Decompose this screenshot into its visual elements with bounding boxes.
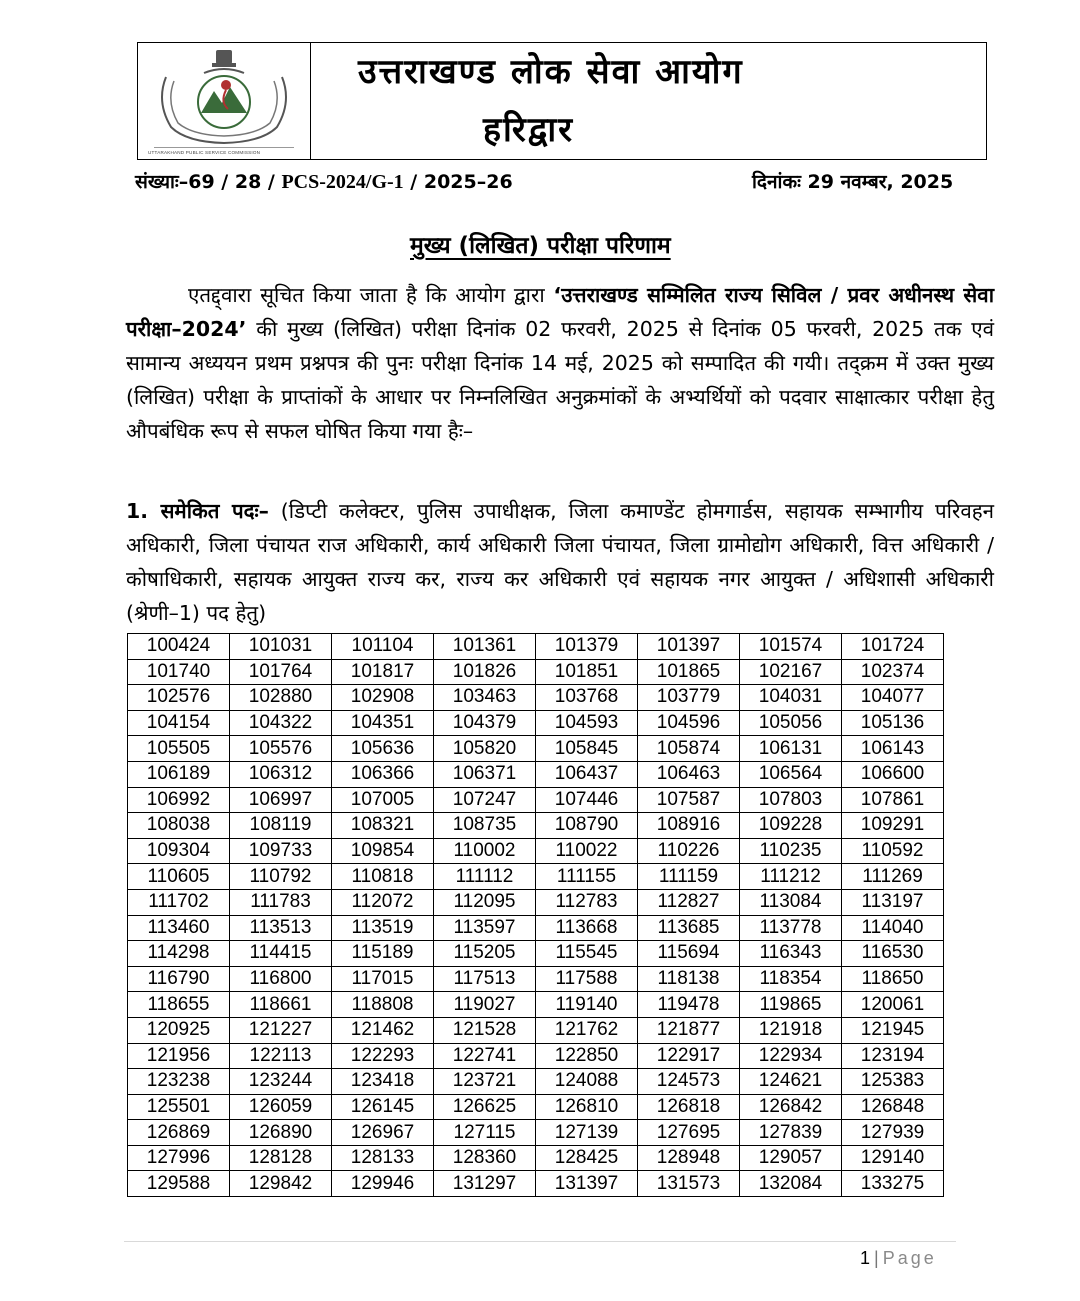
- roll-number-cell: 121918: [740, 1017, 842, 1043]
- roll-number-cell: 107587: [638, 787, 740, 813]
- roll-number-cell: 104322: [230, 710, 332, 736]
- roll-number-cell: 101764: [230, 659, 332, 685]
- roll-number-cell: 109854: [332, 838, 434, 864]
- roll-number-cell: 126145: [332, 1094, 434, 1120]
- roll-number-cell: 121956: [128, 1043, 230, 1069]
- page-label: Page: [882, 1248, 937, 1268]
- table-row: [128, 966, 944, 992]
- roll-number-cell: 114415: [230, 941, 332, 967]
- notice-paragraph: [126, 278, 994, 448]
- roll-number-cell: 101851: [536, 659, 638, 685]
- roll-number-cell: 106366: [332, 761, 434, 787]
- roll-number-cell: 117513: [434, 966, 536, 992]
- roll-number-cell: 101361: [434, 634, 536, 660]
- roll-number-cell: 101826: [434, 659, 536, 685]
- roll-number-cell: 121877: [638, 1017, 740, 1043]
- roll-number-cell: 107446: [536, 787, 638, 813]
- roll-number-cell: 124621: [740, 1069, 842, 1095]
- roll-number-cell: 131297: [434, 1171, 536, 1197]
- exam-name: ‘उत्तराखण्ड सम्मिलित राज्य सिविल / प्रवर अधीनस्थ सेवा परीक्षा–2024’: [126, 283, 994, 341]
- roll-number-cell: 126810: [536, 1094, 638, 1120]
- roll-number-cell: 129588: [128, 1171, 230, 1197]
- roll-number-cell: 122917: [638, 1043, 740, 1069]
- roll-number-cell: 129140: [842, 1145, 944, 1171]
- logo-cell: [138, 43, 311, 159]
- roll-number-cell: 105845: [536, 736, 638, 762]
- roll-number-cell: 113197: [842, 889, 944, 915]
- roll-number-cell: 114040: [842, 915, 944, 941]
- roll-number-cell: 104596: [638, 710, 740, 736]
- footer-divider: [124, 1241, 956, 1242]
- table-row: [128, 685, 944, 711]
- roll-number-cell: 106131: [740, 736, 842, 762]
- roll-number-cell: 101574: [740, 634, 842, 660]
- roll-number-cell: 127939: [842, 1120, 944, 1146]
- roll-number-cell: 114298: [128, 941, 230, 967]
- roll-number-cell: 104379: [434, 710, 536, 736]
- roll-number-cell: 102167: [740, 659, 842, 685]
- roll-number-cell: 104031: [740, 685, 842, 711]
- roll-number-cell: 102374: [842, 659, 944, 685]
- roll-number-cell: 105136: [842, 710, 944, 736]
- roll-number-cell: 106143: [842, 736, 944, 762]
- roll-number-cell: 101104: [332, 634, 434, 660]
- table-row: [128, 659, 944, 685]
- table-row: [128, 1145, 944, 1171]
- table-row: [128, 634, 944, 660]
- footer-separator: |: [874, 1248, 879, 1268]
- roll-number-cell: 102880: [230, 685, 332, 711]
- logo-caption: UTTARAKHAND PUBLIC SERVICE COMMISSION: [148, 150, 261, 155]
- roll-number-cell: 105056: [740, 710, 842, 736]
- roll-number-cell: 106463: [638, 761, 740, 787]
- roll-number-cell: 116800: [230, 966, 332, 992]
- roll-number-cell: 101724: [842, 634, 944, 660]
- roll-number-cell: 129057: [740, 1145, 842, 1171]
- roll-number-cell: 111159: [638, 864, 740, 890]
- roll-number-cell: 127996: [128, 1145, 230, 1171]
- roll-number-cell: 112095: [434, 889, 536, 915]
- roll-number-cell: 113519: [332, 915, 434, 941]
- roll-number-cell: 107005: [332, 787, 434, 813]
- roll-number-cell: 118655: [128, 992, 230, 1018]
- table-row: [128, 838, 944, 864]
- roll-number-cell: 110022: [536, 838, 638, 864]
- roll-number-cell: 126848: [842, 1094, 944, 1120]
- roll-number-cell: 113778: [740, 915, 842, 941]
- roll-number-cell: 106997: [230, 787, 332, 813]
- roll-number-cell: 104593: [536, 710, 638, 736]
- roll-number-cell: 117588: [536, 966, 638, 992]
- roll-number-cell: 113460: [128, 915, 230, 941]
- roll-number-cell: 119478: [638, 992, 740, 1018]
- issue-date: [752, 168, 953, 194]
- roll-number-cell: 124088: [536, 1069, 638, 1095]
- paragraph-body: की मुख्य (लिखित) परीक्षा दिनांक 02 फरवरी, 2025 से दिनांक 05 फरवरी, 2025 तक एवं सामान्य अध्ययन प्रथम प्रश्नपत्र की पुनः परीक्षा दिनांक 14 मई, 2025 को सम्पादित की गयी। तद्क्रम में उक्त मुख्य (लिखित) परीक्षा के प्राप्तांकों के आधार पर निम्नलिखित अनुक्रमांकों के अभ्यर्थियों को पदवार साक्षात्कार परीक्षा हेतु औपबंधिक रूप से सफल घोषित किया गया हैः–: [126, 317, 994, 443]
- roll-number-cell: 119865: [740, 992, 842, 1018]
- reference-code: PCS-2024/G-1: [281, 171, 404, 193]
- roll-number-cell: 106371: [434, 761, 536, 787]
- roll-number-cell: 108790: [536, 813, 638, 839]
- reference-number: [135, 168, 513, 194]
- commission-emblem-icon: [146, 47, 302, 157]
- roll-number-cell: 104351: [332, 710, 434, 736]
- table-row: [128, 1017, 944, 1043]
- roll-number-cell: 105505: [128, 736, 230, 762]
- roll-number-cell: 106437: [536, 761, 638, 787]
- roll-number-cell: 122741: [434, 1043, 536, 1069]
- roll-number-cell: 118354: [740, 966, 842, 992]
- roll-number-cell: 108038: [128, 813, 230, 839]
- date-value: 29 नवम्बर, 2025: [807, 171, 954, 193]
- table-row: [128, 1094, 944, 1120]
- page-number: 1: [860, 1248, 871, 1268]
- roll-number-cell: 100424: [128, 634, 230, 660]
- roll-number-cell: 106189: [128, 761, 230, 787]
- roll-number-cell: 104077: [842, 685, 944, 711]
- roll-number-cell: 113084: [740, 889, 842, 915]
- roll-number-cell: 115545: [536, 941, 638, 967]
- roll-number-cell: 109733: [230, 838, 332, 864]
- table-row: [128, 992, 944, 1018]
- roll-number-cell: 119140: [536, 992, 638, 1018]
- roll-number-cell: 113685: [638, 915, 740, 941]
- roll-number-cell: 108916: [638, 813, 740, 839]
- section-1-title: 1. समेकित पदः–: [126, 499, 269, 523]
- table-row: [128, 813, 944, 839]
- roll-number-cell: 101397: [638, 634, 740, 660]
- roll-number-cell: 106564: [740, 761, 842, 787]
- paragraph-intro: एतद्द्वारा सूचित किया जाता है कि आयोग द्वारा: [188, 283, 554, 307]
- roll-number-cell: 126059: [230, 1094, 332, 1120]
- page-footer: [860, 1248, 937, 1269]
- roll-number-cell: 128133: [332, 1145, 434, 1171]
- table-row: [128, 1120, 944, 1146]
- roll-number-cell: 122113: [230, 1043, 332, 1069]
- roll-number-cell: 125383: [842, 1069, 944, 1095]
- roll-number-cell: 121945: [842, 1017, 944, 1043]
- roll-number-cell: 106992: [128, 787, 230, 813]
- roll-number-cell: 123418: [332, 1069, 434, 1095]
- roll-number-cell: 124573: [638, 1069, 740, 1095]
- roll-number-cell: 111155: [536, 864, 638, 890]
- roll-number-cell: 112827: [638, 889, 740, 915]
- roll-number-cell: 101379: [536, 634, 638, 660]
- roll-number-cell: 102576: [128, 685, 230, 711]
- roll-number-cell: 105576: [230, 736, 332, 762]
- roll-number-cell: 119027: [434, 992, 536, 1018]
- roll-number-cell: 107247: [434, 787, 536, 813]
- reference-suffix: / 2025–26: [403, 171, 513, 193]
- roll-number-cell: 118661: [230, 992, 332, 1018]
- roll-number-cell: 107861: [842, 787, 944, 813]
- roll-number-cell: 126967: [332, 1120, 434, 1146]
- roll-number-cell: 109291: [842, 813, 944, 839]
- roll-number-cell: 120925: [128, 1017, 230, 1043]
- roll-number-cell: 128948: [638, 1145, 740, 1171]
- roll-number-cell: 125501: [128, 1094, 230, 1120]
- roll-number-cell: 118650: [842, 966, 944, 992]
- roll-number-cell: 103768: [536, 685, 638, 711]
- roll-number-cell: 121762: [536, 1017, 638, 1043]
- roll-number-cell: 110235: [740, 838, 842, 864]
- roll-number-cell: 131397: [536, 1171, 638, 1197]
- roll-number-cell: 111112: [434, 864, 536, 890]
- roll-number-cell: 101031: [230, 634, 332, 660]
- roll-number-cell: 126625: [434, 1094, 536, 1120]
- roll-number-cell: 132084: [740, 1171, 842, 1197]
- table-row: [128, 787, 944, 813]
- document-heading: मुख्य (लिखित) परीक्षा परिणाम: [410, 233, 671, 259]
- roll-number-cell: 111269: [842, 864, 944, 890]
- roll-number-cell: 113668: [536, 915, 638, 941]
- roll-number-cell: 103779: [638, 685, 740, 711]
- roll-number-cell: 105820: [434, 736, 536, 762]
- roll-number-cell: 129842: [230, 1171, 332, 1197]
- roll-number-cell: 128128: [230, 1145, 332, 1171]
- section-1-paragraph: [126, 494, 994, 630]
- roll-number-cell: 127115: [434, 1120, 536, 1146]
- roll-number-cell: 101817: [332, 659, 434, 685]
- roll-number-cell: 111783: [230, 889, 332, 915]
- table-row: [128, 864, 944, 890]
- roll-number-cell: 105874: [638, 736, 740, 762]
- roll-number-cell: 126869: [128, 1120, 230, 1146]
- roll-number-cell: 118138: [638, 966, 740, 992]
- organization-name: उत्तराखण्ड लोक सेवा आयोग: [358, 52, 744, 92]
- roll-number-cell: 122850: [536, 1043, 638, 1069]
- roll-number-cell: 113513: [230, 915, 332, 941]
- roll-number-cell: 110226: [638, 838, 740, 864]
- roll-number-cell: 126818: [638, 1094, 740, 1120]
- roll-number-cell: 128360: [434, 1145, 536, 1171]
- roll-number-cell: 118808: [332, 992, 434, 1018]
- roll-number-cell: 115694: [638, 941, 740, 967]
- date-label: दिनांकः: [752, 171, 801, 193]
- table-row: [128, 736, 944, 762]
- roll-number-cell: 121462: [332, 1017, 434, 1043]
- roll-number-cell: 128425: [536, 1145, 638, 1171]
- roll-number-cell: 117015: [332, 966, 434, 992]
- organization-city: हरिद्वार: [483, 110, 575, 150]
- roll-number-cell: 104154: [128, 710, 230, 736]
- table-row: [128, 1171, 944, 1197]
- roll-number-cell: 122293: [332, 1043, 434, 1069]
- roll-number-cell: 106312: [230, 761, 332, 787]
- roll-number-cell: 112072: [332, 889, 434, 915]
- roll-number-cell: 111702: [128, 889, 230, 915]
- roll-number-cell: 116790: [128, 966, 230, 992]
- roll-number-cell: 107803: [740, 787, 842, 813]
- roll-number-cell: 122934: [740, 1043, 842, 1069]
- roll-number-cell: 113597: [434, 915, 536, 941]
- roll-number-cell: 123721: [434, 1069, 536, 1095]
- roll-number-cell: 110605: [128, 864, 230, 890]
- table-row: [128, 710, 944, 736]
- roll-number-cell: 110002: [434, 838, 536, 864]
- roll-number-cell: 110818: [332, 864, 434, 890]
- table-row: [128, 1069, 944, 1095]
- roll-number-cell: 131573: [638, 1171, 740, 1197]
- roll-number-cell: 110792: [230, 864, 332, 890]
- roll-number-cell: 115205: [434, 941, 536, 967]
- roll-number-cell: 116343: [740, 941, 842, 967]
- section-1-posts: (डिप्टी कलेक्टर, पुलिस उपाधीक्षक, जिला कमाण्डेंट होमगार्डस, सहायक सम्भागीय परिवहन अधिकारी, जिला पंचायत राज अधिकारी, कार्य अधिकारी जिला पंचायत, जिला ग्रामोद्योग अधिकारी, वित्त अधिकारी / कोषाधिकारी, सहायक आयुक्त राज्य कर, राज्य कर अधिकारी एवं सहायक नगर आयुक्त / अधिशासी अधिकारी (श्रेणी–1) पद हेतु): [126, 499, 994, 625]
- roll-number-cell: 112783: [536, 889, 638, 915]
- roll-number-cell: 109228: [740, 813, 842, 839]
- table-row: [128, 915, 944, 941]
- roll-number-cell: 123194: [842, 1043, 944, 1069]
- table-row: [128, 1043, 944, 1069]
- roll-number-cell: 129946: [332, 1171, 434, 1197]
- roll-number-cell: 127839: [740, 1120, 842, 1146]
- roll-number-cell: 106600: [842, 761, 944, 787]
- roll-number-cell: 101740: [128, 659, 230, 685]
- table-row: [128, 941, 944, 967]
- roll-number-cell: 133275: [842, 1171, 944, 1197]
- roll-number-cell: 116530: [842, 941, 944, 967]
- roll-number-cell: 123238: [128, 1069, 230, 1095]
- roll-number-cell: 108321: [332, 813, 434, 839]
- roll-number-cell: 101865: [638, 659, 740, 685]
- roll-number-cell: 115189: [332, 941, 434, 967]
- roll-number-cell: 110592: [842, 838, 944, 864]
- roll-number-cell: 123244: [230, 1069, 332, 1095]
- roll-number-cell: 105636: [332, 736, 434, 762]
- table-row: [128, 889, 944, 915]
- roll-number-cell: 121227: [230, 1017, 332, 1043]
- roll-number-cell: 103463: [434, 685, 536, 711]
- roll-number-cell: 109304: [128, 838, 230, 864]
- roll-number-cell: 127139: [536, 1120, 638, 1146]
- roll-number-cell: 127695: [638, 1120, 740, 1146]
- roll-number-cell: 120061: [842, 992, 944, 1018]
- roll-number-cell: 126842: [740, 1094, 842, 1120]
- table-row: [128, 761, 944, 787]
- roll-number-table: [127, 633, 944, 1197]
- letterhead: [137, 42, 987, 160]
- roll-number-cell: 126890: [230, 1120, 332, 1146]
- roll-number-cell: 102908: [332, 685, 434, 711]
- roll-number-cell: 111212: [740, 864, 842, 890]
- reference-prefix: संख्याः–69 / 28 /: [135, 171, 282, 193]
- roll-number-cell: 121528: [434, 1017, 536, 1043]
- roll-number-cell: 108735: [434, 813, 536, 839]
- roll-number-cell: 108119: [230, 813, 332, 839]
